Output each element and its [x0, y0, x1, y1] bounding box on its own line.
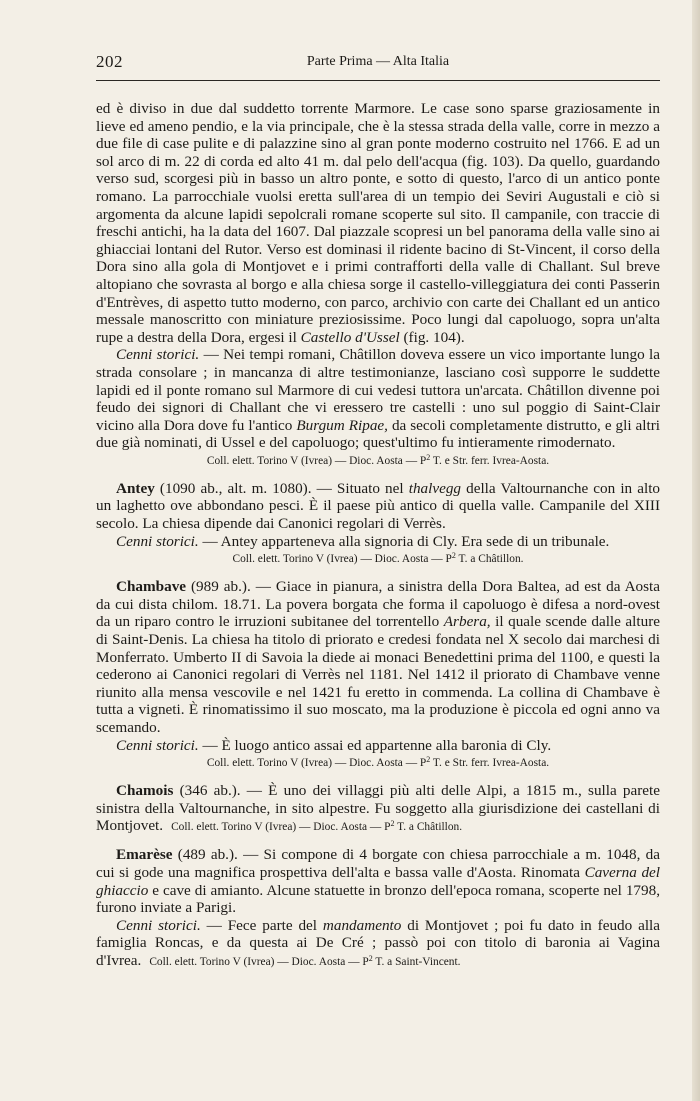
- chambave-collocation: Coll. elett. Torino V (Ivrea) — Dioc. Aosta — $P^2$ T. e Str. ferr. Ivrea-Aosta.: [206, 755, 550, 770]
- chatillon-collocation: Coll. elett. Torino V (Ivrea) — Dioc. Aosta — $P^2$ T. e Str. ferr. Ivrea-Aosta.: [206, 452, 550, 467]
- header-rule: [96, 80, 660, 81]
- page-header: [96, 52, 660, 74]
- chatillon-paragraph: ed è diviso in due dal suddetto torrente Marmore. Le case sono sparse graziosamente in lieve ed ameno pendio, e la via principale, che è la stessa strada della valle, corre in mezzo a due file di case pulite e di palazzine sino al gran ponte moderno costruito nel 1766. E ad un sol arco di m. 22 di corda ed alto 41 m. dal pelo dell'acqua (fig. 103). Da quello, guardando verso sud, scorgesi più in basso un altro ponte, e sotto di questo, l'arco di un antico ponte romano. La parrocchiale vuolsi eretta sull'area di un tempio dei Seviri Augustali e ciò si argomenta da alcune lapidi sepolcrali romane scoperte sul sito. Il campanile, con traccie di freschi antichi, ha la data del 1607. Dal piazzale scopresi un bel panorama della valle sino ai ghiacciai lontani del Rutor. Verso est dominasi il ridente bacino di St-Vincent, il corso della Dora sino alla gola di Montjovet e i primi contrafforti della valle di Challant. Sul breve altopiano che sovrasta al borgo e alla chiesa sorge il castello-villeggiatura dei conti Passerin d'Entrèves, di aspetto tutto moderno, con parco, archivio con carte dei Challant ed un antico messale manoscritto con miniature preziosissime. Poco lungi dal capoluogo, sopra un'alta rupe a destra della Dora, ergesi il Castello d'Ussel (fig. 104).: [96, 100, 660, 346]
- entry-name-antey: Antey: [116, 479, 155, 497]
- page-number: 202: [96, 52, 123, 71]
- chambave-cenni-storici: Cenni storici. — È luogo antico assai ed appartenne alla baronia di Cly.: [116, 736, 552, 754]
- chatillon-cenni-storici: Cenni storici. — Nei tempi romani, Châtillon doveva essere un vico importante lungo la strada consolare ; in mancanza di altre testimonianze, lasciano così supporre le suddette lapidi ed il ponte romano sul Marmore di cui vedesi tuttora un'arcata. Châtillon divenne poi feudo dei signori di Challant che vi eressero tre castelli : uno sul poggio di Saint-Clair vicino alla Dora dove fu l'antico Burgum Ripae, da secoli completamente distrutto, e gli altri due già nominati, di Ussel e del capoluogo; quest'ultimo fu intieramente rimodernato.: [96, 346, 661, 452]
- entry-emarese: Emarèse (489 ab.). — Si compone di 4 borgate con chiesa parrocchiale a m. 1048, da cui si gode una magnifica prospettiva dell'alta e bassa valle d'Aosta. Rinomata Caverna del ghiaccio e cave di amianto. Alcune statuette in bronzo dell'epoca romana, scoperte nel 1798, furono inviate a Parigi. Cenni storici. — Fece parte del mandamento di Montjovet ; poi fu dato in feudo alla famiglia Roncas, e da questa ai De Cré ; passò poi con titolo di baronia ai Vagina d'Ivrea. Coll. elett. Torino V (Ivrea) — Dioc. Aosta — $P^2$ T. a Saint-Vincent.: [96, 846, 661, 969]
- entry-name-chamois: Chamois: [116, 782, 174, 800]
- entry-name-chambave: Chambave: [116, 578, 187, 596]
- emarese-cenni-storici: Cenni storici. — Fece parte del mandamento di Montjovet ; poi fu dato in feudo alla famiglia Roncas, e da questa ai De Cré ; passò poi con titolo di baronia ai Vagina d'Ivrea. Coll. elett. Torino V (Ivrea) — Dioc. Aosta — $P^2$ T. a Saint-Vincent.: [96, 916, 661, 969]
- antey-collocation: Coll. elett. Torino V (Ivrea) — Dioc. Aosta — $P^2$ T. a Châtillon.: [232, 551, 524, 566]
- cenni-storici-label: Cenni storici.: [116, 346, 200, 364]
- entry-chamois: Chamois (346 ab.). — È uno dei villaggi più alti delle Alpi, a 1815 m., sulla parete sinistra della Valtournanche, in sito alpestre. Fu soggetto alla giurisdizione dei castellani di Montjovet. Coll. elett. Torino V (Ivrea) — Dioc. Aosta — $P^2$ T. a Châtillon.: [96, 782, 660, 835]
- chamois-collocation: Coll. elett. Torino V (Ivrea) — Dioc. Aosta — $P^2$ T. a Châtillon.: [171, 819, 463, 834]
- page-edge: [692, 0, 700, 1101]
- entry-chambave: Chambave (989 ab.). — Giace in pianura, a sinistra della Dora Baltea, ad est da Aosta da cui dista chilom. 18.71. La povera borgata che forma il capoluogo è difesa a nord-ovest da un riparo contro le irruzioni subitanee del torrentello Arbera, il quale scende dalle alture di Saint-Denis. La chiesa ha titolo di priorato e credesi fondata nel X secolo dai marchesi di Monferrato. Umberto II di Savoia la diede ai monaci Benedettini prima del 1100, e questi la cederono ai Canonici regolari di Verrès nel 1181. Nel 1412 il priorato di Chambave venne riunito alla mensa vescovile e nel 1421 fu eretto in commenda. La collina di Chambave è tutta a vigneti. È rinomatissimo il suo moscato, ma la produzione è piccola ed ogni anno va scemando. Cenni storici. — È luogo antico assai ed appartenne alla baronia di Cly. Coll. elett. Torino V (Ivrea) — Dioc. Aosta — $P^2$ T. e Str. ferr. Ivrea-Aosta.: [96, 578, 660, 772]
- antey-cenni-storici: Cenni storici. — Antey apparteneva alla signoria di Cly. Era sede di un tribunale.: [116, 532, 610, 550]
- emarese-collocation: Coll. elett. Torino V (Ivrea) — Dioc. Aosta — $P^2$ T. a Saint-Vincent.: [149, 953, 461, 968]
- castello-ussel-italic: Castello d'Ussel: [300, 328, 400, 346]
- entry-name-emarese: Emarèse: [116, 846, 173, 864]
- running-title: Parte Prima — Alta Italia: [306, 54, 450, 69]
- entry-antey: Antey (1090 ab., alt. m. 1080). — Situato nel thalvegg della Valtournanche con in alto un laghetto ove abbondano pesci. È il paese più antico di quella valle. Campanile del XIII secolo. La chiesa dipende dai Canonici regolari di Verrès. Cenni storici. — Antey apparteneva alla signoria di Cly. Era sede di un tribunale. Coll. elett. Torino V (Ivrea) — Dioc. Aosta — $P^2$ T. a Châtillon.: [96, 480, 660, 568]
- page-body: [96, 100, 660, 971]
